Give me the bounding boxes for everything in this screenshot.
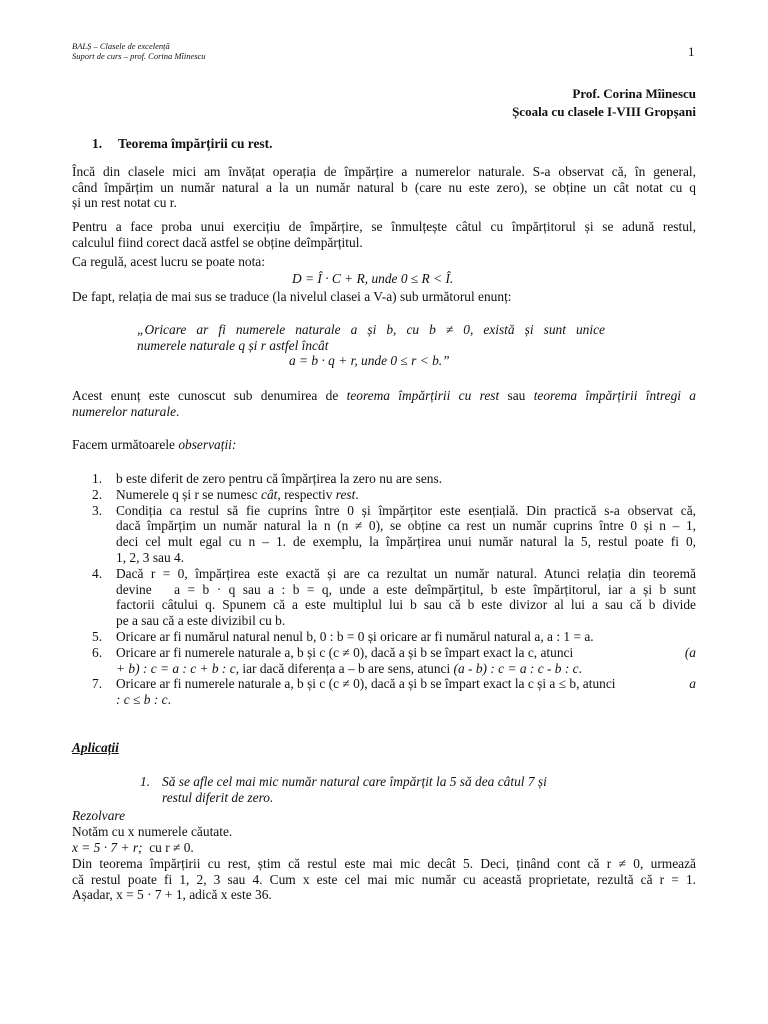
theorem-line-3: a = b · q + r, unde 0 ≤ r < b.” bbox=[289, 353, 450, 369]
list-item-number: 2. bbox=[92, 486, 103, 502]
list-item bbox=[92, 471, 696, 487]
solution-line: Notăm cu x numerele căutate. bbox=[72, 824, 233, 839]
formula-part: : c ≤ b : c bbox=[116, 692, 168, 708]
theorem-line-1: „Oricare ar fi numerele naturale a și b, cu b ≠ 0, există și sunt unice bbox=[137, 322, 605, 337]
intro-paragraph-2 bbox=[72, 219, 696, 250]
header-line-1: BALȘ – Clasele de excelență bbox=[72, 41, 170, 51]
list-item bbox=[92, 566, 696, 629]
list-item bbox=[92, 503, 696, 566]
solution-formula: x = 5 · 7 + r; bbox=[72, 840, 143, 855]
problem-1 bbox=[140, 774, 547, 790]
list-item-number: 6. bbox=[92, 644, 103, 660]
naming-line-1 bbox=[72, 388, 696, 404]
term-cat: cât bbox=[261, 486, 278, 502]
formula-part: (a - b) : c = a : c - b : c bbox=[453, 660, 579, 676]
text-part: Numerele q și r se numesc bbox=[116, 486, 262, 502]
formula-part: (a bbox=[684, 644, 696, 660]
list-item-text: devine a = b · q sau a : b = q, unde a este deîmpărțitul, b este împărțitorul, iar a și b sunt bbox=[116, 581, 696, 597]
theorem-line-2: numerele naturale q și r astfel încât bbox=[137, 337, 329, 353]
section-number: 1. bbox=[92, 136, 103, 151]
theorem-naming-paragraph bbox=[72, 388, 696, 419]
solution-paragraph bbox=[72, 856, 696, 903]
list-item-number: 3. bbox=[92, 502, 103, 518]
list-item-text bbox=[116, 661, 696, 677]
problem-text: Să se afle cel mai mic număr natural care împărțit la 5 să dea câtul 7 și bbox=[162, 774, 547, 789]
intro-p1-line: când împărțim un număr natural a la un număr natural b (care nu este zero), se obține un cât notat cu q bbox=[72, 179, 696, 195]
observations-intro bbox=[72, 437, 236, 453]
text-part: . bbox=[167, 692, 171, 708]
naming-text: . bbox=[176, 403, 180, 419]
observations-intro-emph: observații: bbox=[178, 437, 237, 452]
author-name: Prof. Corina Mîinescu bbox=[572, 86, 696, 101]
text-part: , iar dacă diferența a – b are sens, atunci bbox=[235, 660, 454, 676]
theorem-name-2: teorema împărțirii întregi a bbox=[533, 388, 697, 403]
intro-paragraph-3: Ca regulă, acest lucru se poate nota: bbox=[72, 254, 265, 269]
intro-p2-line: Pentru a face proba unui exercițiu de împărțire, se înmulțește câtul cu împărțitorul și se adună restul, bbox=[72, 219, 696, 234]
intro-paragraph-1 bbox=[72, 164, 696, 211]
list-item-text: pe a sau că a este divizibil cu b. bbox=[116, 613, 286, 629]
section-title-text: Teorema împărțirii cu rest. bbox=[118, 136, 273, 151]
solution-line: Din teorema împărțirii cu rest, știm că restul este mai mic decât 5. Deci, ținând cont că r ≠ 0, urmează bbox=[72, 856, 696, 871]
applications-title: Aplicații bbox=[72, 740, 119, 755]
list-item-text: Dacă r = 0, împărțirea este exactă și are ca rezultat un număr natural. Atunci relația din teoremă bbox=[116, 565, 696, 581]
list-item-number: 4. bbox=[92, 565, 103, 581]
solution-label: Rezolvare bbox=[72, 808, 126, 823]
solution-line: Așadar, x = 5 · 7 + 1, adică x este 36. bbox=[72, 887, 272, 903]
naming-line-2 bbox=[72, 404, 696, 420]
naming-text: Acest enunț este cunoscut sub denumirea de bbox=[72, 388, 347, 403]
formula-part: + b) : c = a : c + b : c bbox=[116, 660, 236, 676]
solution-line bbox=[72, 840, 194, 856]
list-item-text: factorii câtului q. Spunem că a este multiplul lui b sau că b este divizor al lui a sau că b divide bbox=[116, 597, 696, 613]
author-school: Școala cu clasele I-VIII Gropșani bbox=[512, 104, 696, 119]
theorem-name-2-cont: numerelor naturale bbox=[72, 403, 177, 419]
page-number: 1 bbox=[688, 44, 695, 59]
list-item-text: Condiția ca restul să fie cuprins între 0 și împărțitor este esențială. Din practică s-a observat că, bbox=[116, 502, 696, 518]
solution-line: că restul poate fi 1, 2, 3 sau 4. Cum x este cel mai mic număr cu această proprietate, rezultă că r = 1. bbox=[72, 871, 696, 887]
list-item-text: 1, 2, 3 sau 4. bbox=[116, 549, 185, 565]
section-title bbox=[92, 136, 272, 152]
header-line-2: Suport de curs – prof. Corina Mîinescu bbox=[72, 51, 206, 61]
intro-p1-line: Încă din clasele mici am învățat operația de împărțire a numerelor naturale. S-a observat că, în general, bbox=[72, 164, 696, 179]
term-rest: rest bbox=[335, 486, 356, 502]
text-part: , respectiv bbox=[277, 486, 336, 502]
list-item-text: b este diferit de zero pentru că împărțirea la zero nu are sens. bbox=[116, 471, 443, 486]
list-item-number: 1. bbox=[92, 471, 103, 486]
list-item bbox=[92, 645, 696, 677]
intro-p2-line: calculul fiind corect dacă astfel se obține deîmpărțitul. bbox=[72, 234, 363, 250]
running-header bbox=[72, 41, 206, 61]
text-part: Oricare ar fi numerele naturale a, b și c (c ≠ 0), dacă a și b se împart exact la c, atunci bbox=[116, 644, 574, 660]
list-item-number: 5. bbox=[92, 628, 103, 644]
list-item bbox=[92, 676, 696, 708]
theorem-name-1: teorema împărțirii cu rest bbox=[346, 388, 500, 403]
text-part: Oricare ar fi numerele naturale a, b și c (c ≠ 0), dacă a și b se împart exact la c și a ≤ b, atunci bbox=[116, 676, 616, 692]
text-part: . bbox=[578, 660, 582, 676]
list-item-text bbox=[116, 645, 696, 661]
list-item bbox=[92, 487, 696, 503]
list-item-text bbox=[116, 692, 696, 708]
text-part: . bbox=[355, 486, 359, 502]
observations-list bbox=[92, 471, 696, 708]
intro-p1-line: și un rest notat cu r. bbox=[72, 195, 177, 211]
list-item bbox=[92, 629, 696, 645]
list-item-number: 7. bbox=[92, 676, 103, 692]
theorem-statement bbox=[137, 322, 605, 369]
list-item-text bbox=[116, 487, 696, 503]
formula-part: a bbox=[689, 676, 696, 692]
list-item-text: dacă împărțim un număr natural la n (n ≠ 0), se obține ca rest un număr cuprins între 0 și n – 1, bbox=[116, 518, 696, 534]
author-block bbox=[512, 85, 696, 121]
problem-number: 1. bbox=[140, 774, 151, 789]
list-item-text bbox=[116, 676, 696, 692]
problem-1-cont: restul diferit de zero. bbox=[162, 790, 274, 805]
observations-intro-text: Facem următoarele bbox=[72, 437, 179, 452]
list-item-text: Oricare ar fi numărul natural nenul b, 0 : b = 0 și oricare ar fi numărul natural a, a : 1 = a. bbox=[116, 628, 594, 644]
solution-text: cu r ≠ 0. bbox=[142, 840, 194, 855]
naming-text: sau bbox=[499, 388, 534, 403]
division-formula: D = Î · C + R, unde 0 ≤ R < Î. bbox=[292, 271, 454, 286]
intro-paragraph-4: De fapt, relația de mai sus se traduce (la nivelul clasei a V-a) sub următorul enunț: bbox=[72, 289, 512, 304]
list-item-text: deci cel mult egal cu n – 1. de exemplu, la împărțirea unui număr natural la 5, restul poate fi 0, bbox=[116, 534, 696, 550]
